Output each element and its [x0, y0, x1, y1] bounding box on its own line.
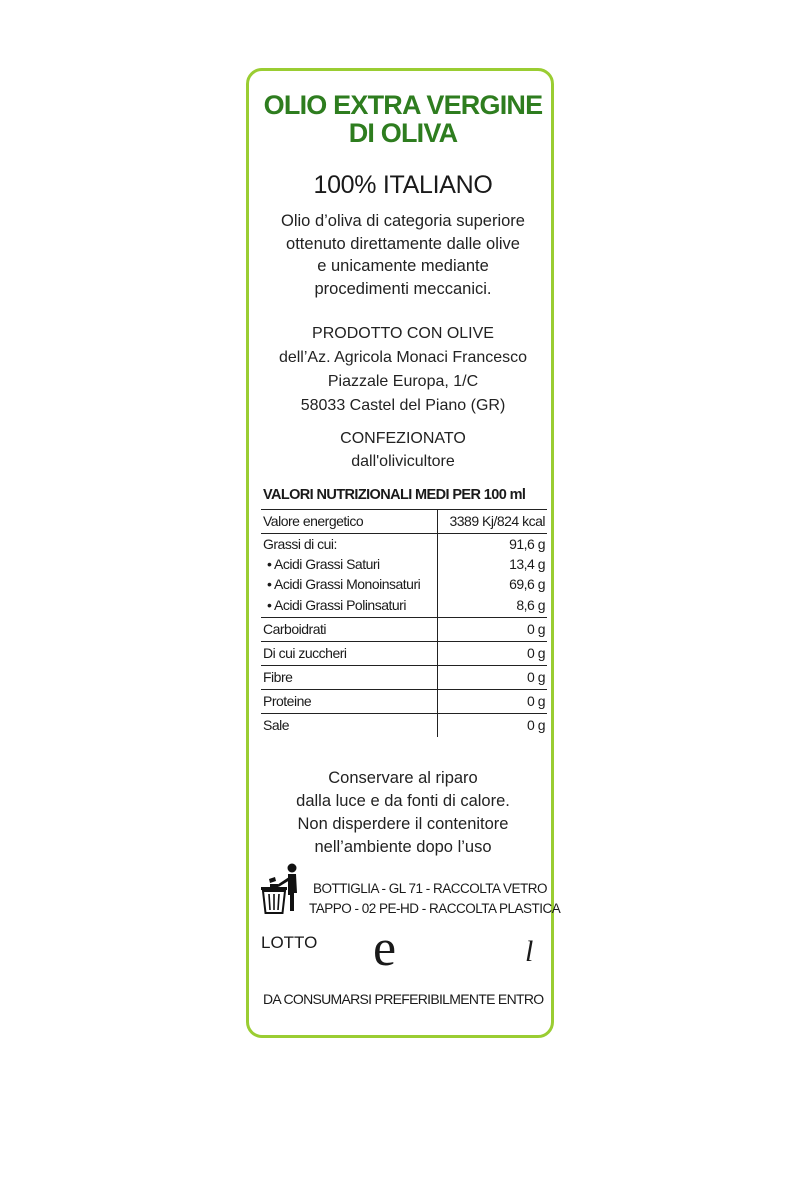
- nutrition-table: [261, 509, 547, 737]
- storage-instructions: [249, 767, 557, 859]
- storage-line: nell’ambiente dopo l’uso: [314, 838, 492, 856]
- nutrient-name: Grassi di cui:: [263, 536, 337, 552]
- lot-label: LOTTO: [261, 933, 318, 952]
- volume-unit: l: [525, 935, 534, 968]
- recycle-bin-icon: [259, 863, 303, 925]
- table-row: [261, 510, 547, 534]
- nutrient-name: • Acidi Grassi Monoinsaturi: [267, 576, 421, 592]
- table-row: [261, 642, 547, 666]
- nutrient-name: • Acidi Grassi Saturi: [267, 556, 380, 572]
- nutrient-value: 0 g: [438, 690, 547, 714]
- nutrient-value: 91,6 g: [438, 534, 547, 555]
- product-label: [246, 68, 561, 1038]
- storage-line: Non disperdere il contenitore: [297, 815, 509, 833]
- description-line: e unicamente mediante: [317, 257, 489, 275]
- storage-line: Conservare al riparo: [328, 769, 478, 787]
- table-row: [261, 594, 547, 618]
- recycling-line-cap: TAPPO - 02 PE-HD - RACCOLTA PLASTICA: [309, 901, 561, 916]
- nutrient-name: Proteine: [261, 690, 438, 714]
- nutrition-heading: VALORI NUTRIZIONALI MEDI PER 100 ml: [263, 487, 526, 503]
- packaging-block: [249, 427, 557, 473]
- e-mark-symbol: e: [373, 920, 397, 977]
- nutrient-name: Valore energetico: [261, 510, 438, 534]
- description-line: Olio d’oliva di categoria superiore: [281, 212, 525, 230]
- title-line-1: OLIO EXTRA VERGINE: [263, 90, 543, 120]
- nutrient-name: • Acidi Grassi Polinsaturi: [261, 594, 438, 618]
- nutrient-value: 13,4 g: [438, 554, 547, 574]
- nutrient-value: 8,6 g: [438, 594, 547, 618]
- product-title: [249, 91, 557, 147]
- table-row: [261, 618, 547, 642]
- storage-line: dalla luce e da fonti di calore.: [296, 792, 510, 810]
- origin-subtitle: 100% ITALIANO: [313, 171, 493, 199]
- title-line-2: DI OLIVA: [348, 118, 458, 148]
- recycling-line-bottle: BOTTIGLIA - GL 71 - RACCOLTA VETRO: [313, 881, 548, 896]
- description-line: ottenuto direttamente dalle olive: [286, 234, 520, 253]
- nutrient-value: 69,6 g: [438, 574, 547, 594]
- nutrient-value: 3389 Kj/824 kcal: [438, 510, 547, 534]
- packaging-by: dall'olivicultore: [351, 453, 455, 470]
- table-row: [261, 666, 547, 690]
- table-row: [261, 574, 547, 594]
- table-row: [261, 534, 547, 555]
- nutrient-name: Sale: [263, 717, 290, 733]
- expiry-label: DA CONSUMARSI PREFERIBILMENTE ENTRO: [263, 991, 544, 1007]
- product-description: [249, 210, 557, 300]
- table-row: [261, 554, 547, 574]
- nutrient-value: 0 g: [438, 714, 547, 738]
- description-line: procedimenti meccanici.: [314, 279, 492, 298]
- producer-city: 58033 Castel del Piano (GR): [300, 397, 506, 414]
- table-row: [261, 690, 547, 714]
- recycling-info: [309, 879, 560, 919]
- packaging-heading: CONFEZIONATO: [340, 430, 466, 447]
- producer-street: Piazzale Europa, 1/C: [327, 373, 479, 390]
- table-row: [261, 714, 547, 738]
- nutrient-name: Carboidrati: [261, 618, 438, 642]
- nutrient-value: 0 g: [438, 666, 547, 690]
- nutrient-value: 0 g: [438, 642, 547, 666]
- producer-name: dell’Az. Agricola Monaci Francesco: [278, 349, 528, 366]
- nutrient-value: 0 g: [438, 618, 547, 642]
- nutrient-name: Fibre: [261, 666, 438, 690]
- producer-heading: PRODOTTO CON OLIVE: [312, 325, 494, 342]
- nutrient-name: Di cui zuccheri: [261, 642, 438, 666]
- producer-block: [249, 322, 557, 418]
